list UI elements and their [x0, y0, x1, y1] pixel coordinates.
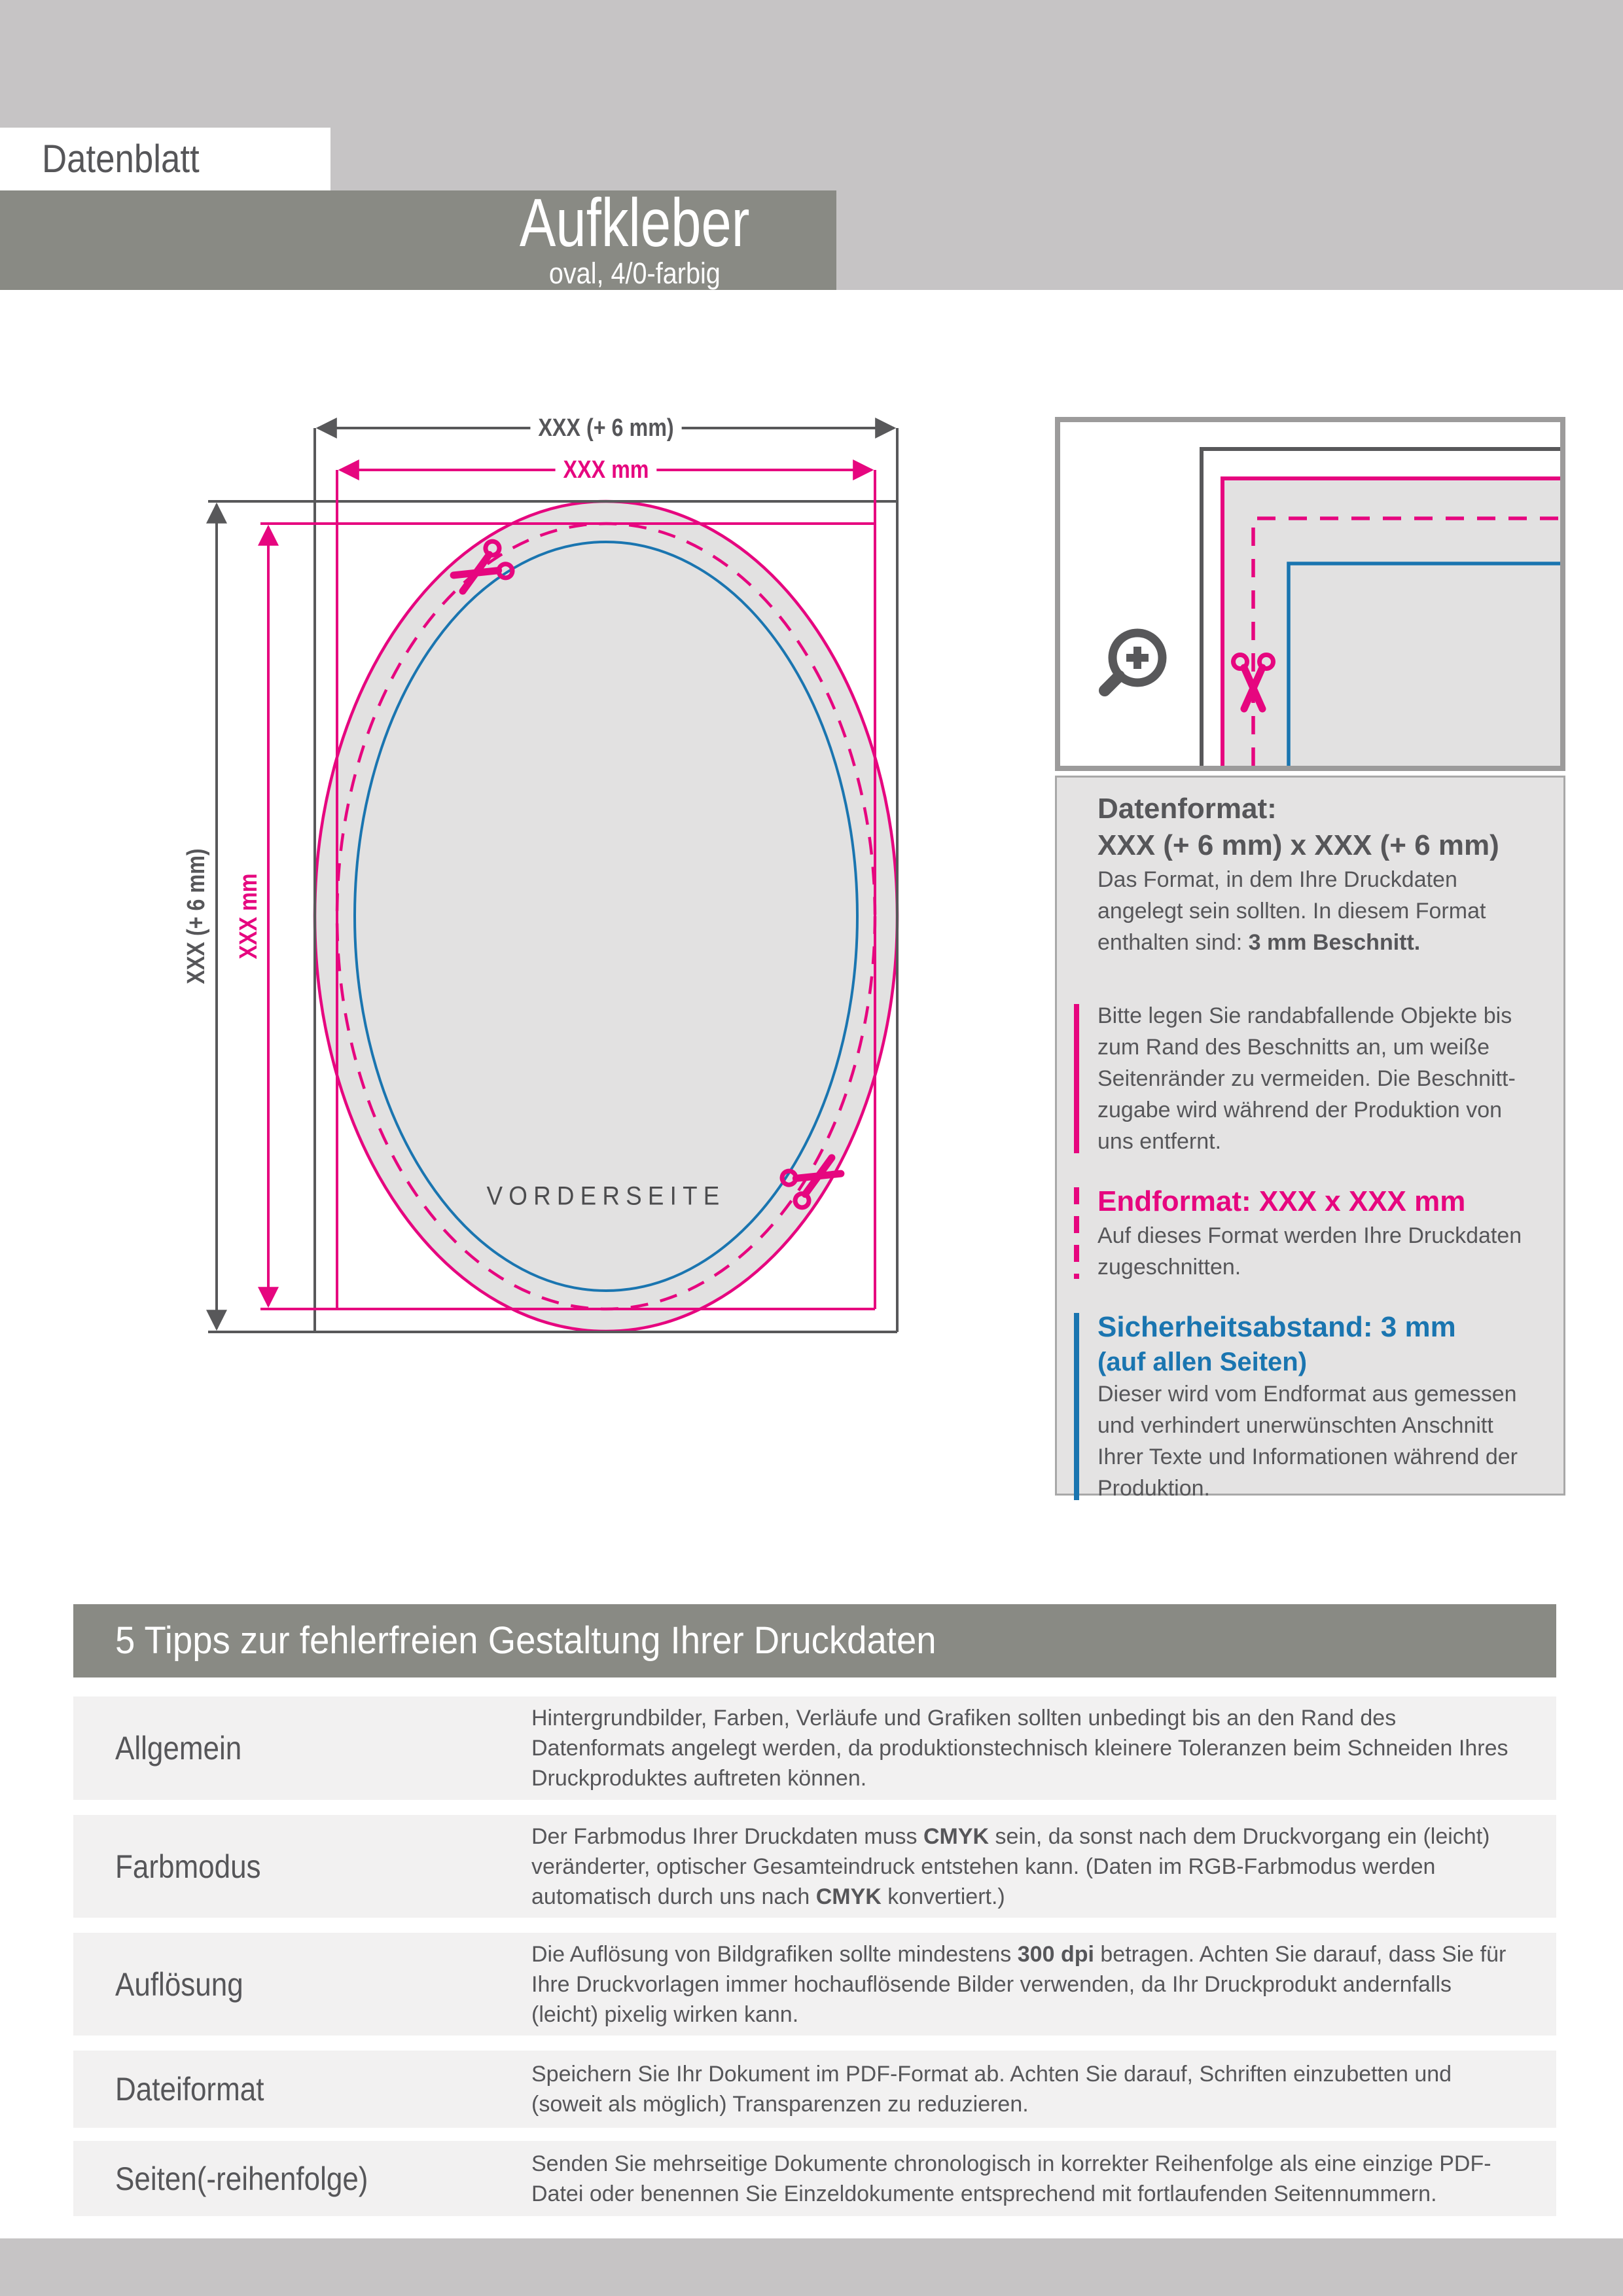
tip-text: Speichern Sie Ihr Dokument im PDF-Format ab. Achten Sie darauf, Schriften einzubetten und (soweit als möglich) Transparenzen zu reduzieren. [531, 2062, 1452, 2117]
tip-text: Senden Sie mehrseitige Dokumente chronologisch in korrekter Reihenfolge als eine einzige PDF-Datei oder benennen Sie Einzeldokumente entsprechend mit fortlaufenden Seitennummern. [531, 2151, 1491, 2206]
front-side-label: VORDERSEITE [486, 1181, 726, 1211]
dim-label-inner-width: XXX mm [556, 455, 657, 485]
safety-body: Dieser wird vom Endformat aus gemessen und verhindert unerwünschten Anschnitt Ihrer Texte und Informationen während der Produktion. [1097, 1382, 1518, 1501]
tip-row-allgemein [73, 1696, 1556, 1800]
tip-text: Der Farbmodus Ihrer Druckdaten muss CMYK sein, da sonst nach dem Druckvorgang ein (leicht) veränderter, optischer Gesamteindruck entstehen kann. (Daten im RGB-Farbmodus werden automatisch durch uns nach CMYK konvertiert.) [531, 1823, 1490, 1909]
datenformat-body: Das Format, in dem Ihre Druckdaten angelegt sein sollten. In diesem Format enthalten sind: 3 mm Beschnitt. [1097, 867, 1486, 955]
endformat-body: Auf dieses Format werden Ihre Druckdaten zugeschnitten. [1097, 1223, 1522, 1280]
dim-label-outer-width: XXX (+ 6 mm) [530, 413, 681, 443]
tips-header-bar [73, 1604, 1556, 1677]
tip-row-dateiformat [73, 2051, 1556, 2128]
tip-label: Farbmodus [115, 1848, 261, 1885]
endformat-title: Endformat: XXX x XXX mm [1097, 1185, 1466, 1217]
product-title-wrap [425, 185, 844, 290]
tip-label: Seiten(-reihenfolge) [115, 2160, 368, 2197]
datenformat-format: XXX (+ 6 mm) x XXX (+ 6 mm) [1097, 829, 1499, 861]
product-variant: oval, 4/0-farbig [549, 257, 721, 290]
endformat-section [1097, 1183, 1540, 1283]
safety-subtitle: (auf allen Seiten) [1097, 1348, 1308, 1376]
document-type-label: Datenblatt [42, 137, 200, 181]
footer-band [0, 2238, 1623, 2296]
tip-label: Allgemein [115, 1730, 242, 1767]
datenformat-title: Datenformat: [1097, 793, 1277, 825]
tip-row-seitenreihenfolge [73, 2141, 1556, 2216]
diagram-drawing [164, 393, 949, 1374]
dim-label-inner-height: XXX mm [234, 868, 264, 965]
magnifier-icon [1105, 633, 1162, 691]
tip-label: Auflösung [115, 1965, 243, 2003]
document-type-box [0, 128, 330, 190]
bleed-note-text: Bitte legen Sie randabfallende Objekte bis zum Rand des Beschnitts an, um weiße Seitenränder zu vermeiden. Die Beschnittzugabe wird während der Produktion von uns entfernt. [1097, 1003, 1516, 1154]
safety-title: Sicherheitsabstand: 3 mm [1097, 1311, 1456, 1343]
product-title-bar [0, 185, 836, 290]
corner-detail-drawing [1060, 422, 1560, 766]
tip-row-aufloesung [73, 1933, 1556, 2036]
dim-label-outer-height: XXX (+ 6 mm) [181, 843, 211, 990]
format-info-panel [1055, 776, 1565, 1501]
tip-text: Hintergrundbilder, Farben, Verläufe und Grafiken sollten unbedingt bis an den Rand des Datenformats angelegt werden, da produktionstechnisch kleinere Toleranzen beim Schneiden Ihres Druckproduktes auftreten können. [531, 1706, 1508, 1791]
tip-label: Dateiformat [115, 2071, 264, 2108]
detail-bleed-fill [1222, 478, 1560, 766]
tips-title: 5 Tipps zur fehlerfreien Gestaltung Ihrer Druckdaten [115, 1619, 936, 1662]
product-title: Aufkleber [520, 185, 750, 261]
sticker-format-diagram [164, 393, 949, 1374]
tip-row-farbmodus [73, 1815, 1556, 1918]
safety-section [1097, 1309, 1540, 1504]
bleed-note-section [1097, 1000, 1540, 1157]
datenformat-section [1097, 778, 1540, 958]
corner-detail-box [1055, 417, 1565, 771]
tip-text: Die Auflösung von Bildgrafiken sollte mindestens 300 dpi betragen. Achten Sie darauf, dass Sie für Ihre Druckvorlagen immer hochauflösende Bilder verwenden, da Ihr Druckprodukt andernfalls (leicht) pixelig wirken kann. [531, 1941, 1507, 2027]
